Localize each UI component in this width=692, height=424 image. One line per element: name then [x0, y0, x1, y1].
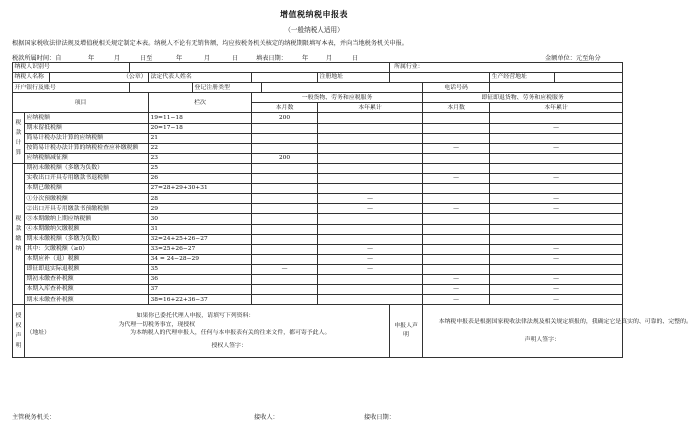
- row-immediate-month: —: [423, 143, 490, 153]
- row-immediate-month: —: [423, 295, 490, 305]
- fill-month: 月: [326, 55, 333, 62]
- row-immediate-ytd[interactable]: [490, 153, 623, 163]
- row-general-month[interactable]: [252, 234, 318, 244]
- taxpayer-name-label: 纳税人名称: [13, 73, 50, 83]
- row-general-month[interactable]: [252, 295, 318, 305]
- table-row: [13, 184, 623, 194]
- row-general-ytd[interactable]: [318, 133, 423, 143]
- row-general-month[interactable]: 200: [252, 153, 318, 163]
- row-immediate-ytd[interactable]: [490, 214, 623, 224]
- auth-sign: 授权人签字：: [211, 342, 247, 349]
- row-general-month[interactable]: [252, 133, 318, 143]
- row-item: 本期已缴税额: [25, 184, 149, 194]
- row-general-ytd: —: [318, 244, 423, 254]
- table-row: [13, 264, 623, 274]
- row-immediate-month[interactable]: [423, 264, 490, 274]
- row-immediate-ytd: —: [490, 174, 623, 184]
- form-title: 增值税纳税申报表: [280, 9, 348, 19]
- row-item: 实收出口开具专用缴款书退税额: [25, 174, 149, 184]
- table-row: [13, 174, 623, 184]
- row-general-month[interactable]: [252, 143, 318, 153]
- col-general-header: 一般货物、劳务和应税服务: [252, 93, 423, 103]
- row-immediate-ytd: —: [490, 254, 623, 264]
- row-immediate-ytd: —: [490, 123, 623, 133]
- bank-label: 开户银行及账号: [13, 83, 130, 93]
- row-general-ytd[interactable]: [318, 234, 423, 244]
- period-day2: 日: [232, 55, 239, 62]
- row-general-month[interactable]: [252, 254, 318, 264]
- row-general-ytd[interactable]: [318, 295, 423, 305]
- row-item: 其中：欠缴税额（≥0）: [25, 244, 149, 254]
- table-row: [13, 163, 623, 173]
- table-row: [13, 194, 623, 204]
- row-immediate-month[interactable]: [423, 123, 490, 133]
- row-general-month[interactable]: 200: [252, 113, 318, 123]
- decl-section-label: 申报人声明: [390, 305, 423, 358]
- row-line: 30: [149, 214, 252, 224]
- row-immediate-ytd: —: [490, 194, 623, 204]
- row-immediate-ytd[interactable]: [490, 234, 623, 244]
- row-general-ytd[interactable]: [318, 143, 423, 153]
- row-immediate-ytd[interactable]: [490, 163, 623, 173]
- row-immediate-month[interactable]: [423, 133, 490, 143]
- row-general-ytd[interactable]: [318, 163, 423, 173]
- row-immediate-month[interactable]: [423, 214, 490, 224]
- row-item: 按简易计税办法计算的纳税检查应补缴税额: [25, 143, 149, 153]
- row-line: 20=17−18: [149, 123, 252, 133]
- row-item: 期末未缴税额（多缴为负数）: [25, 234, 149, 244]
- row-general-ytd: —: [318, 264, 423, 274]
- row-immediate-month[interactable]: [423, 113, 490, 123]
- row-immediate-ytd: —: [490, 274, 623, 284]
- phone-field[interactable]: [490, 83, 623, 93]
- tax-period-line: [12, 53, 622, 62]
- table-row: [13, 234, 623, 244]
- period-year: 年: [88, 55, 95, 62]
- tax-return-table: [12, 62, 692, 358]
- table-row: [13, 285, 623, 295]
- row-item: 期末留抵税额: [25, 123, 149, 133]
- footer-receiver: 接收人：: [254, 414, 279, 421]
- col-general-month: 本月数: [252, 103, 318, 113]
- row-immediate-month: —: [423, 274, 490, 284]
- col-general-ytd: 本年累计: [318, 103, 423, 113]
- row-general-month[interactable]: [252, 274, 318, 284]
- row-line: 29: [149, 204, 252, 214]
- row-general-ytd[interactable]: [318, 113, 423, 123]
- row-line: 31: [149, 224, 252, 234]
- table-row: [13, 244, 623, 254]
- row-immediate-month[interactable]: [423, 234, 490, 244]
- table-row: [13, 214, 623, 224]
- row-item: 本期应补（退）税额: [25, 254, 149, 264]
- row-immediate-ytd: —: [490, 295, 623, 305]
- legal-rep-field[interactable]: [252, 73, 318, 83]
- amount-unit: 金额单位：元至角分: [545, 55, 601, 62]
- row-general-month: —: [252, 264, 318, 274]
- table-row: [13, 295, 623, 305]
- row-line: 27=28+29+30+31: [149, 184, 252, 194]
- decl-text: 本纳税申报表是根据国家税收法律法规及相关规定填报的，我确定它是真实的、可靠的、完整的。: [438, 318, 692, 325]
- industry-label: 所属行业：: [390, 63, 623, 73]
- row-immediate-ytd: —: [490, 244, 623, 254]
- row-immediate-month[interactable]: [423, 254, 490, 264]
- row-general-month[interactable]: [252, 123, 318, 133]
- row-line: 19=11−18: [149, 113, 252, 123]
- row-item: ②出口开具专用缴款书预缴税额: [25, 204, 149, 214]
- row-line: 25: [149, 163, 252, 173]
- row-item: 期初未缴税额（多缴为负数）: [25, 163, 149, 173]
- row-item: 即征即退实际退税额: [25, 264, 149, 274]
- biz-address-label: 生产经营地址: [490, 73, 555, 83]
- taxpayer-declaration: [423, 305, 692, 358]
- row-general-ytd[interactable]: [318, 184, 423, 194]
- col-immediate-month: 本月数: [423, 103, 490, 113]
- row-general-month[interactable]: [252, 285, 318, 295]
- form-footer: [12, 412, 622, 422]
- row-general-month[interactable]: [252, 174, 318, 184]
- period-label: 税款所属时间：自: [12, 55, 62, 62]
- row-general-month[interactable]: [252, 194, 318, 204]
- row-item: 简易计税办法计算的应纳税额: [25, 133, 149, 143]
- table-row: [13, 254, 623, 264]
- taxpayer-id-label: 纳税人识别号: [13, 63, 130, 73]
- row-immediate-ytd: —: [490, 204, 623, 214]
- row-line: 22: [149, 143, 252, 153]
- taxpayer-id-field[interactable]: [130, 63, 390, 73]
- row-general-ytd: —: [318, 254, 423, 264]
- row-line: 26: [149, 174, 252, 184]
- form-subtitle: （一般纳税人适用）: [284, 26, 344, 34]
- row-general-month[interactable]: [252, 244, 318, 254]
- row-general-ytd: —: [318, 194, 423, 204]
- table-row: [13, 153, 623, 163]
- row-immediate-month[interactable]: [423, 244, 490, 254]
- table-row: [13, 123, 623, 133]
- period-month2: 月: [204, 55, 211, 62]
- row-immediate-month[interactable]: [423, 194, 490, 204]
- fill-day: 日: [352, 55, 359, 62]
- auth-section-label: 授权声明: [13, 305, 25, 358]
- row-line: 21: [149, 133, 252, 143]
- bank-field[interactable]: [130, 83, 193, 93]
- row-item: 本期入库查补税额: [25, 285, 149, 295]
- footer-receive-date: 接收日期：: [364, 414, 395, 421]
- fill-date-label: 填表日期：: [256, 55, 287, 62]
- row-line: 35: [149, 264, 252, 274]
- legal-rep-label: 法定代表人姓名: [149, 73, 252, 83]
- row-immediate-month[interactable]: [423, 153, 490, 163]
- row-line: 33=25+26−27: [149, 244, 252, 254]
- row-general-month[interactable]: [252, 163, 318, 173]
- row-immediate-ytd: —: [490, 285, 623, 295]
- row-immediate-ytd[interactable]: [490, 264, 623, 274]
- row-general-ytd[interactable]: [318, 174, 423, 184]
- row-immediate-ytd: —: [490, 143, 623, 153]
- col-immediate-header: 即征即退货物、劳务和应税服务: [423, 93, 623, 103]
- reg-address-field[interactable]: [390, 73, 490, 83]
- row-general-month[interactable]: [252, 204, 318, 214]
- auth-text-3: （地址）: [26, 330, 51, 337]
- auth-text-2: 为代理一切税务事宜，现授权: [118, 321, 196, 328]
- decl-sign: 声明人签字：: [524, 337, 560, 344]
- row-item: 期末未缴查补税额: [25, 295, 149, 305]
- table-row: [13, 113, 623, 123]
- col-line-header: 栏次: [149, 93, 252, 113]
- reg-address-label: 注册地址: [318, 73, 390, 83]
- footer-authority: 主管税务机关：: [12, 414, 56, 421]
- row-general-ytd[interactable]: [318, 285, 423, 295]
- form-intro: 根据国家税收法律法规及增值税相关规定制定本表。纳税人不论有无销售额，均应按税务机关核定的纳税期限填写本表，并向当地税务机关申报。: [12, 40, 408, 47]
- row-immediate-month: —: [423, 285, 490, 295]
- row-general-month[interactable]: [252, 214, 318, 224]
- row-item: 期初未缴查补税额: [25, 274, 149, 284]
- auth-text-1: 如果你已委托代理人申报，请填写下列资料：: [136, 313, 255, 320]
- table-row: [13, 204, 623, 214]
- table-row: [13, 224, 623, 234]
- row-immediate-month[interactable]: [423, 224, 490, 234]
- row-general-month[interactable]: [252, 184, 318, 194]
- row-item: 应纳税额减征额: [25, 153, 149, 163]
- table-row: [13, 274, 623, 284]
- row-general-ytd[interactable]: [318, 274, 423, 284]
- period-month: 月: [114, 55, 121, 62]
- row-item: ④本期缴纳欠缴税额: [25, 224, 149, 234]
- period-year2: 年: [176, 55, 183, 62]
- row-immediate-month[interactable]: [423, 184, 490, 194]
- auth-declaration: [25, 305, 390, 358]
- row-general-ytd[interactable]: [318, 224, 423, 234]
- table-row: [13, 143, 623, 153]
- row-line: 28: [149, 194, 252, 204]
- row-general-ytd[interactable]: [318, 214, 423, 224]
- reg-type-field[interactable]: [262, 83, 423, 93]
- row-line: 36: [149, 274, 252, 284]
- row-general-ytd: —: [318, 204, 423, 214]
- row-item: ③本期缴纳上期应纳税额: [25, 214, 149, 224]
- row-immediate-month: —: [423, 204, 490, 214]
- seal-label: （公章）: [50, 73, 149, 83]
- col-item-header: 项目: [13, 93, 149, 113]
- row-item: 应纳税额: [25, 113, 149, 123]
- row-line: 23: [149, 153, 252, 163]
- row-line: 38=16+22+36−37: [149, 295, 252, 305]
- table-row: [13, 133, 623, 143]
- auth-text-4: 为本纳税人的代理申报人，任何与本申报表有关的往来文件，都可寄予此人。: [130, 330, 331, 337]
- row-line: 34 = 24−28−29: [149, 254, 252, 264]
- row-immediate-ytd[interactable]: [490, 224, 623, 234]
- row-immediate-ytd[interactable]: [490, 133, 623, 143]
- reg-type-label: 登记注册类型: [193, 83, 262, 93]
- section-tax-calc: 税款计算: [13, 113, 25, 163]
- row-item: ①分次预缴税额: [25, 194, 149, 204]
- phone-label: 电话号码: [423, 83, 490, 93]
- row-immediate-ytd[interactable]: [490, 113, 623, 123]
- period-day: 日至: [140, 55, 153, 62]
- biz-address-field[interactable]: [555, 73, 623, 83]
- col-immediate-ytd: 本年累计: [490, 103, 623, 113]
- fill-year: 年: [302, 55, 309, 62]
- row-immediate-ytd[interactable]: [490, 184, 623, 194]
- row-immediate-month: —: [423, 174, 490, 184]
- row-line: 37: [149, 285, 252, 295]
- row-general-ytd[interactable]: [318, 123, 423, 133]
- row-immediate-month[interactable]: [423, 163, 490, 173]
- section-tax-payment: 税款缴纳: [13, 163, 25, 304]
- row-general-month[interactable]: [252, 224, 318, 234]
- data-rows: [13, 113, 623, 305]
- row-line: 32=24+25+26−27: [149, 234, 252, 244]
- row-general-ytd[interactable]: [318, 153, 423, 163]
